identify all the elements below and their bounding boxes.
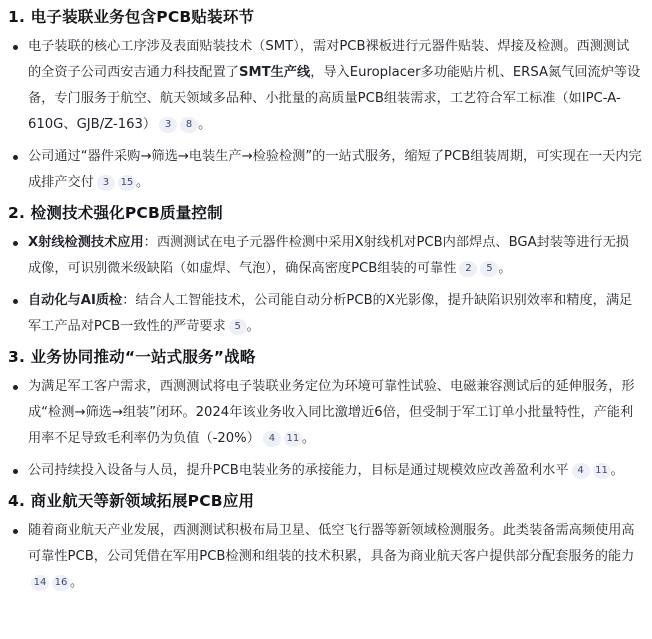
citation-badge[interactable]: 4	[263, 431, 281, 447]
bullet-list	[8, 230, 642, 340]
item-text: 为满足军工客户需求，西测测试将电子装联业务定位为环境可靠性试验、电磁兼容测试后的延伸服务，形成“检测→筛选→组装”闭环。2024年该业务收入同比激增近6倍，但受制于军工订单小批量特性，产能利用率不足导致毛利率仍为负值（-20%）	[28, 379, 635, 446]
item-text: ，导入Europlacer多功能贴片机、ERSA氮气回流炉等设备，专门服务于航空、航天领域多品种、小批量的高质量PCB组装需求，工艺符合军工标准（如IPC-A-610G、GJB/Z-163）	[28, 65, 641, 132]
list-item	[8, 458, 642, 484]
item-lead: 自动化与AI质检	[28, 293, 123, 308]
citation-badge[interactable]: 11	[593, 463, 611, 479]
item-text: ：结合人工智能技术，公司能自动分析PCB的X光影像，提升缺陷识别效率和精度，满足军工产品对PCB一致性的严苛要求	[28, 293, 633, 334]
citation-badge[interactable]: 11	[284, 431, 302, 447]
section-2	[8, 202, 642, 340]
citation-badge[interactable]: 8	[180, 117, 198, 133]
list-item	[8, 144, 642, 196]
bullet-list	[8, 34, 642, 196]
list-item	[8, 230, 642, 282]
item-bold-text: SMT生产线	[239, 65, 311, 80]
item-tail: 。	[610, 463, 624, 478]
item-tail: 。	[198, 117, 212, 132]
list-item	[8, 374, 642, 452]
item-text: 随着商业航天产业发展，西测测试积极布局卫星、低空飞行器等新领域检测服务。此类装备需高频使用高可靠性PCB，公司凭借在军用PCB检测和组装的技术积累，具备为商业航天客户提供部分配套服务的能力	[28, 523, 635, 564]
section-heading: 2. 检测技术强化PCB质量控制	[8, 204, 223, 222]
bullet-list	[8, 518, 642, 596]
citation-badge[interactable]: 3	[97, 175, 115, 191]
item-tail: 。	[246, 319, 260, 334]
section-heading: 1. 电子装联业务包含PCB贴装环节	[8, 8, 255, 26]
item-text: 公司通过“器件采购→筛选→电装生产→检验检测”的一站式服务，缩短了PCB组装周期，可实现在一天内完成排产交付	[28, 149, 642, 190]
section-heading: 3. 业务协同推动“一站式服务”战略	[8, 348, 256, 366]
citation-badge[interactable]: 3	[159, 117, 177, 133]
citation-badge[interactable]: 5	[229, 319, 247, 335]
item-tail: 。	[135, 175, 150, 190]
citation-badge[interactable]: 5	[480, 261, 498, 277]
citation-badge[interactable]: 15	[118, 175, 136, 191]
citation-badge[interactable]: 16	[52, 575, 70, 591]
section-3	[8, 346, 642, 484]
citation-badge[interactable]: 14	[31, 575, 49, 591]
item-lead: X射线检测技术应用	[28, 235, 144, 250]
section-heading: 4. 商业航天等新领域拓展PCB应用	[8, 492, 255, 510]
citation-badge[interactable]: 2	[459, 261, 477, 277]
item-text: ：西测测试在电子元器件检测中采用X射线机对PCB内部焊点、BGA封装等进行无损成像，可识别微米级缺陷（如虚焊、气泡），确保高密度PCB组装的可靠性	[28, 235, 629, 276]
item-text: 公司持续投入设备与人员，提升PCB电装业务的承接能力，目标是通过规模效应改善盈利水平	[28, 463, 569, 478]
item-tail: 。	[498, 261, 512, 276]
list-item	[8, 34, 642, 138]
citation-badge[interactable]: 4	[572, 463, 590, 479]
item-tail: 。	[70, 575, 84, 590]
item-tail: 。	[301, 431, 316, 446]
list-item	[8, 288, 642, 340]
bullet-list	[8, 374, 642, 484]
section-1	[8, 6, 642, 196]
list-item	[8, 518, 642, 596]
item-text: 电子装联的核心工序涉及表面贴装技术（SMT），需对PCB裸板进行元器件贴装、焊接及检测。西测测试的全资子公司西安吉通力科技配置了	[28, 39, 630, 80]
section-4	[8, 490, 642, 596]
